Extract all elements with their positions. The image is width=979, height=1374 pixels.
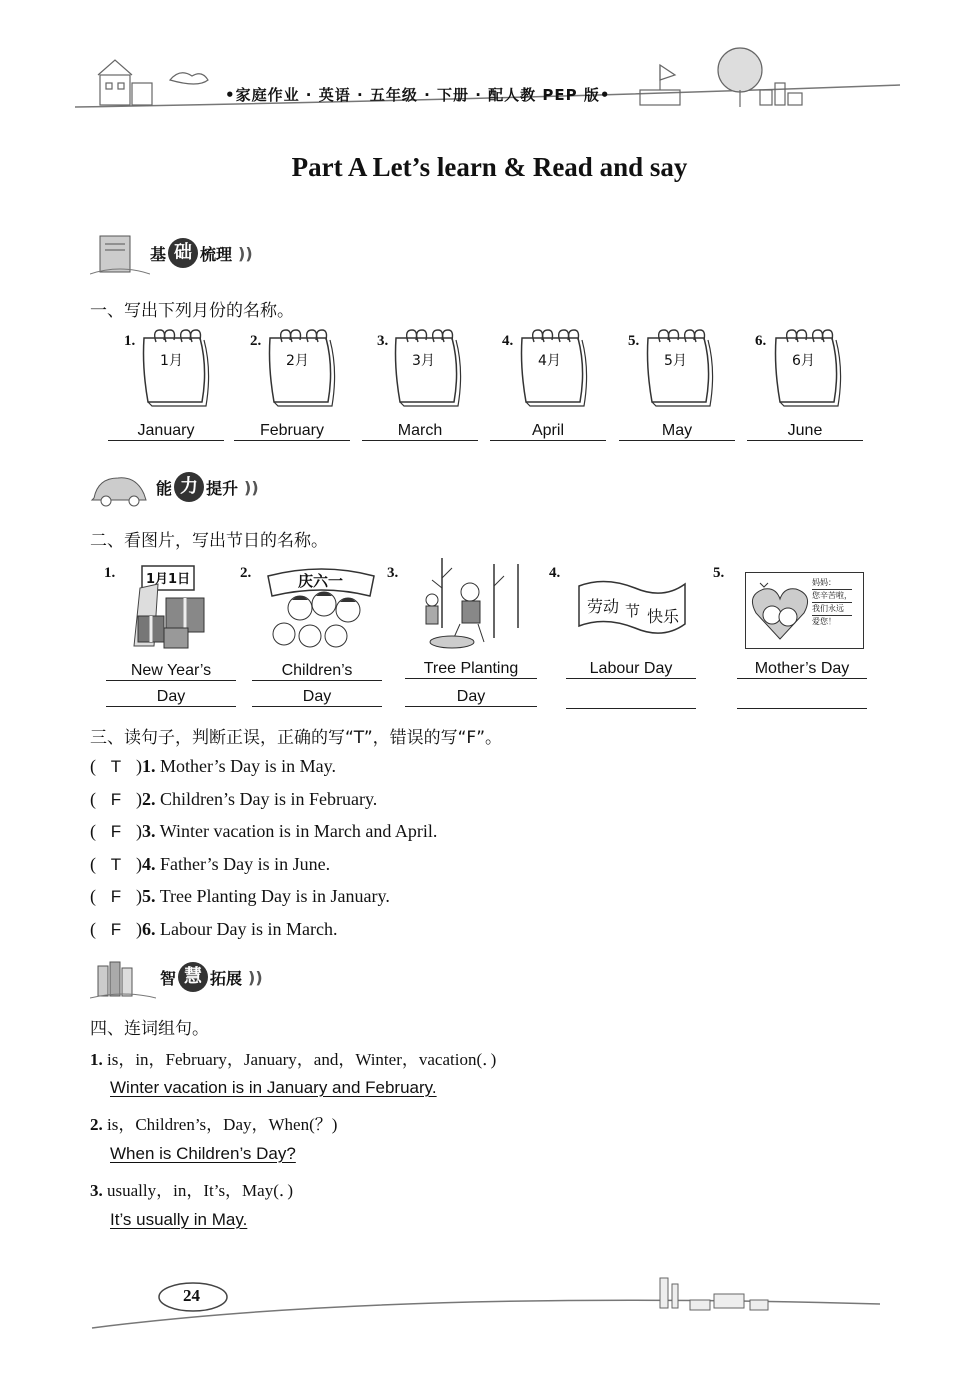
- q2-answer-1-line-1[interactable]: New Year’s: [106, 662, 236, 681]
- tf-number: 3.: [142, 821, 156, 842]
- mothers-day-card-picture: [745, 572, 864, 649]
- header-title: •家庭作业 · 英语 · 五年级 · 下册 · 配人教 PEP 版•: [225, 86, 611, 104]
- q4-item-3-words: 3. usually，in，It’s，May(．): [90, 1181, 294, 1200]
- q1-num-6: 6.: [755, 333, 767, 349]
- q2-answer-4-line-1[interactable]: Labour Day: [566, 660, 696, 679]
- labour-day-picture: [575, 578, 690, 640]
- card-line-4: 爱您！: [812, 617, 836, 626]
- tf-answer[interactable]: F: [110, 822, 122, 842]
- tf-statement: Mother’s Day is in May.: [160, 756, 336, 776]
- q2-num-4: 4.: [549, 565, 561, 581]
- tf-number: 2.: [142, 788, 156, 809]
- tf-statement: Father’s Day is in June.: [160, 853, 331, 874]
- q2-num-3: 3.: [387, 565, 399, 581]
- calendar-month-label: 1月: [160, 353, 183, 369]
- q2-answer-2-line-1[interactable]: Children’s: [252, 662, 382, 681]
- page-number: 24: [183, 1286, 200, 1305]
- q2-num-5: 5.: [713, 565, 725, 581]
- q2-answer-4-line-2[interactable]: [566, 688, 696, 709]
- q1-answer-2[interactable]: February: [234, 422, 350, 441]
- q2-answer-5-line-2[interactable]: [737, 688, 867, 709]
- new-years-day-picture: [130, 562, 215, 652]
- tf-item: ( F )5. Tree Planting Day is in January.: [90, 886, 390, 907]
- q1-num-2: 2.: [250, 333, 262, 349]
- section-badge-wisdom: 智 慧 拓展 )): [160, 962, 263, 992]
- labour-day-picture-text-1: 劳动: [587, 597, 620, 616]
- section-icon-car: [88, 468, 152, 508]
- section-badge-ability: 能 力 提升 )): [156, 472, 259, 502]
- tf-answer[interactable]: F: [110, 887, 122, 907]
- q1-num-5: 5.: [628, 333, 640, 349]
- q2-num-1: 1.: [104, 565, 116, 581]
- q1-answer-6[interactable]: June: [747, 422, 863, 441]
- tf-item: ( F )3. Winter vacation is in March and April.: [90, 821, 438, 842]
- calendar-icon: [770, 328, 844, 408]
- q1-instruction: 一、写出下列月份的名称。: [90, 301, 294, 321]
- q4-item-2-words: 2. is，Children’s，Day，When(？): [90, 1115, 338, 1134]
- labour-day-picture-text-3: 快乐: [647, 607, 680, 626]
- card-line-2: 您辛苦啦，: [812, 590, 852, 603]
- labour-day-picture-text-2: 节: [625, 602, 641, 620]
- tf-answer[interactable]: F: [110, 789, 122, 809]
- childrens-day-picture: [262, 562, 380, 657]
- calendar-icon: [516, 328, 590, 408]
- tf-answer[interactable]: T: [110, 854, 122, 874]
- q1-answer-5[interactable]: May: [619, 422, 735, 441]
- tf-number: 6.: [142, 919, 156, 939]
- tf-item: ( T )4. Father’s Day is in June.: [90, 853, 331, 874]
- tf-statement: Tree Planting Day is in January.: [159, 886, 390, 907]
- tf-item: ( T )1. Mother’s Day is in May.: [90, 756, 336, 776]
- q1-answer-4[interactable]: April: [490, 422, 606, 441]
- q1-answer-3[interactable]: March: [362, 422, 478, 441]
- tf-answer[interactable]: T: [110, 757, 122, 776]
- section-icon-books: [90, 958, 156, 1000]
- tf-number: 5.: [142, 886, 156, 907]
- footer-decoration: [90, 1270, 890, 1332]
- page-title: Part A Let’s learn & Read and say: [291, 152, 688, 182]
- tree-planting-picture: [412, 558, 522, 650]
- q1-num-1: 1.: [124, 333, 136, 349]
- calendar-month-label: 6月: [792, 353, 815, 369]
- tf-item: ( F )6. Labour Day is in March.: [90, 919, 338, 939]
- calendar-month-label: 3月: [412, 353, 435, 369]
- q1-answer-1[interactable]: January: [108, 422, 224, 441]
- tf-answer[interactable]: F: [110, 920, 122, 939]
- section-badge-basics: 基 础 梳理 )): [150, 238, 253, 268]
- card-line-3: 我们永远: [812, 603, 852, 616]
- q4-instruction: 四、连词组句。: [90, 1019, 209, 1039]
- q2-num-2: 2.: [240, 565, 252, 581]
- tf-item: ( F )2. Children’s Day is in February.: [90, 788, 378, 809]
- tf-statement: Winter vacation is in March and April.: [159, 821, 438, 842]
- tf-statement: Labour Day is in March.: [160, 919, 338, 939]
- childrens-day-picture-text: 庆六一: [298, 572, 344, 590]
- calendar-icon: [642, 328, 716, 408]
- tf-statement: Children’s Day is in February.: [160, 788, 378, 809]
- calendar-month-label: 4月: [538, 353, 561, 369]
- q4-item-1-words: 1. is，in，February，January，and，Winter，vacation(．): [90, 1050, 497, 1069]
- q1-num-4: 4.: [502, 333, 514, 349]
- calendar-icon: [390, 328, 464, 408]
- card-line-1: 妈妈：: [812, 577, 852, 590]
- q2-answer-2-line-2[interactable]: Day: [252, 688, 382, 707]
- q4-item-2-answer[interactable]: When is Children’s Day?: [110, 1144, 296, 1163]
- tf-number: 1.: [142, 756, 156, 776]
- section-icon-book: [90, 232, 150, 277]
- q4-item-1-answer[interactable]: Winter vacation is in January and February.: [110, 1078, 437, 1097]
- q2-answer-1-line-2[interactable]: Day: [106, 688, 236, 707]
- new-years-day-picture-text: 1月1日: [146, 572, 191, 587]
- q4-item-3-answer[interactable]: It’s usually in May.: [110, 1210, 248, 1229]
- calendar-icon: [138, 328, 212, 408]
- q2-answer-3-line-2[interactable]: Day: [405, 688, 537, 707]
- calendar-icon: [264, 328, 338, 408]
- q3-instruction: 三、读句子，判断正误，正确的写“T”，错误的写“F”。: [90, 728, 503, 748]
- q1-num-3: 3.: [377, 333, 389, 349]
- q2-instruction: 二、看图片，写出节日的名称。: [90, 531, 328, 551]
- tf-number: 4.: [142, 853, 156, 874]
- calendar-month-label: 5月: [664, 353, 687, 369]
- q2-answer-3-line-1[interactable]: Tree Planting: [405, 660, 537, 679]
- calendar-month-label: 2月: [286, 353, 309, 369]
- q2-answer-5-line-1[interactable]: Mother’s Day: [737, 660, 867, 679]
